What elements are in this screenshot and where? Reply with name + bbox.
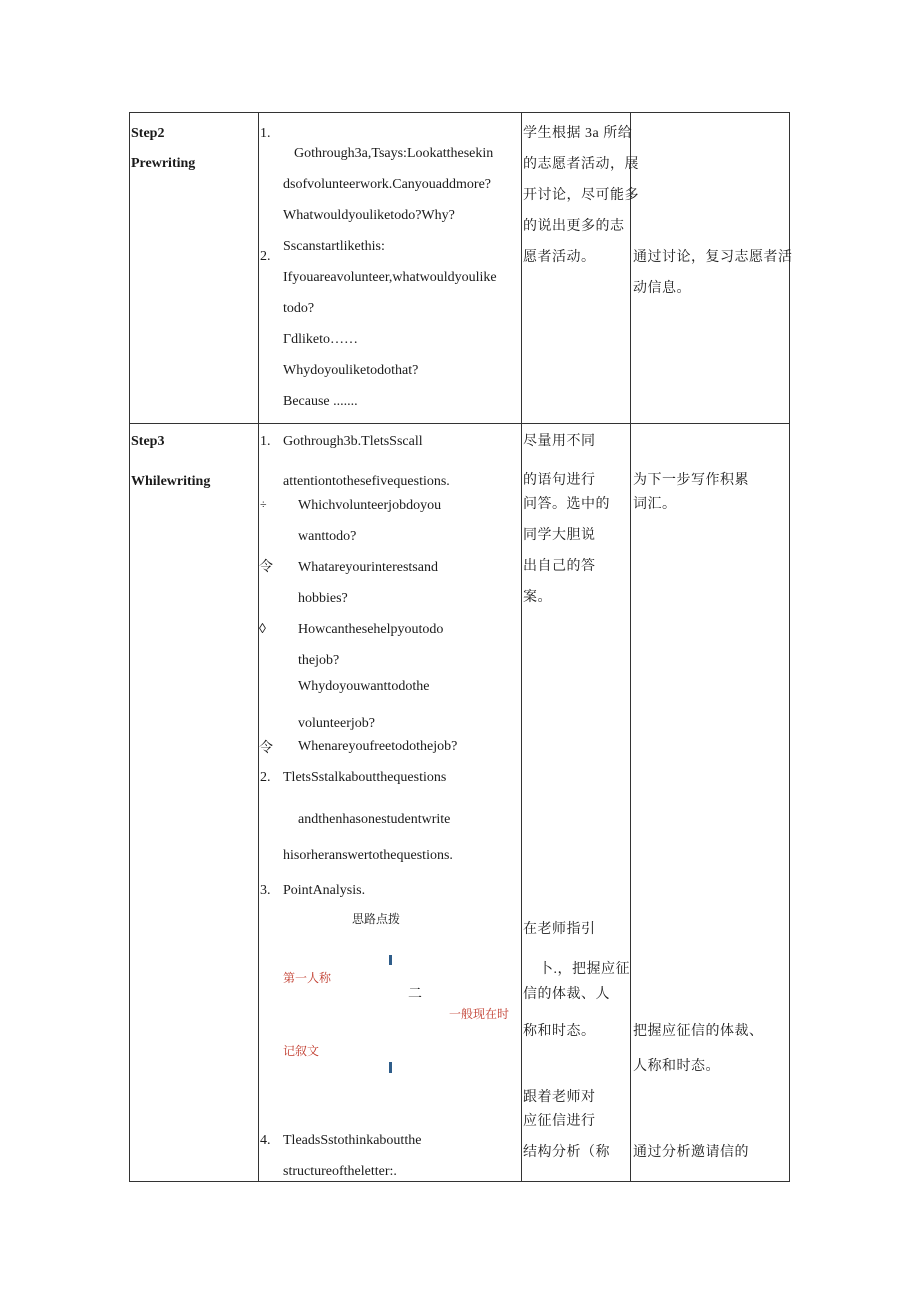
- step2-student-activity: 开讨论，尽可能多: [523, 188, 639, 203]
- question-line: Whichvolunteerjobdoyou: [298, 498, 442, 513]
- question-line: hobbies?: [298, 591, 348, 606]
- step3-purpose: 为下一步写作积累: [633, 473, 749, 488]
- diagram-person: 第一人称: [283, 971, 332, 985]
- column-divider: [630, 112, 631, 1182]
- step3-item2-line: TletsSstalkaboutthequestions: [283, 770, 447, 785]
- step3-number-1: 1.: [260, 434, 271, 449]
- step2-line: Whatwouldyouliketodo?Why?: [283, 208, 455, 223]
- step2-line: Because .......: [283, 394, 358, 409]
- diagram-header: 思路点拨: [352, 912, 401, 926]
- column-divider: [258, 112, 259, 1182]
- step3-student-activity: 案。: [523, 590, 552, 605]
- step2-purpose: 动信息。: [633, 281, 691, 296]
- question-bullet: ◊: [259, 622, 266, 637]
- step3-title: Step3: [131, 434, 165, 449]
- step3-item1-line: attentiontothesefivequestions.: [283, 474, 450, 489]
- step3-student-activity: 同学大胆说: [523, 528, 596, 543]
- step2-line: Whydoyouliketodothat?: [283, 363, 419, 378]
- step3-number-4: 4.: [260, 1133, 271, 1148]
- question-line: thejob?: [298, 653, 340, 668]
- step2-subtitle: Prewriting: [131, 156, 196, 171]
- question-bullet: ÷: [260, 497, 267, 511]
- step3-item2-line: andthenhasonestudentwrite: [298, 812, 451, 827]
- step3-student-activity: 出自己的答: [523, 559, 596, 574]
- table-top-border: [129, 112, 790, 113]
- row-divider: [129, 423, 790, 424]
- step3-student-activity: 问答。选中的: [523, 497, 610, 512]
- step3-student-activity: 的语句进行: [523, 473, 596, 488]
- step3-item2-line: hisorheranswertothequestions.: [283, 848, 453, 863]
- step3-student-activity: 在老师指引: [523, 922, 596, 937]
- question-line: Howcanthesehelpyoutodo: [298, 622, 444, 637]
- step3-purpose: 词汇。: [633, 497, 677, 512]
- step3-student-activity: 称和时态。: [523, 1024, 596, 1039]
- step3-student-activity: 信的体裁、人: [523, 987, 610, 1002]
- step2-line: Ifyouareavolunteer,whatwouldyoulike: [283, 270, 497, 285]
- question-bullet: 令: [259, 741, 273, 756]
- step3-purpose: 人称和时态。: [633, 1059, 720, 1074]
- question-bullet: 令: [259, 560, 273, 575]
- question-line: Whatareyourinterestsand: [298, 560, 438, 575]
- step2-student-activity: 的说出更多的志: [523, 219, 625, 234]
- table-left-border: [129, 112, 130, 1182]
- step2-line: Γdliketo……: [283, 332, 358, 347]
- step2-line: todo?: [283, 301, 315, 316]
- step2-line: Gothrough3a,Tsays:Lookatthesekin: [294, 146, 494, 161]
- question-line: Whenareyoufreetodothejob?: [298, 739, 458, 754]
- table-bottom-border: [129, 1181, 790, 1182]
- question-line: volunteerjob?: [298, 716, 375, 731]
- step2-number-2: 2.: [260, 249, 271, 264]
- step2-line: dsofvolunteerwork.Canyouaddmore?: [283, 177, 491, 192]
- step3-purpose: 把握应征信的体裁、: [633, 1024, 764, 1039]
- diagram-marker: [389, 1062, 392, 1073]
- step3-item1-line: Gothrough3b.TletsSscall: [283, 434, 423, 449]
- step2-student-activity: 学生根据 3a 所给: [523, 126, 633, 141]
- diagram-marker: [389, 955, 392, 965]
- table-right-border: [789, 112, 790, 1182]
- step2-line: Sscanstartlikethis:: [283, 239, 385, 254]
- step3-student-activity: 卜.，把握应征: [539, 962, 630, 977]
- step2-student-activity: 愿者活动。: [523, 250, 596, 265]
- diagram-dash: 二: [408, 987, 422, 1002]
- step2-student-activity: 的志愿者活动，展: [523, 157, 639, 172]
- step3-student-activity: 尽量用不同: [523, 434, 596, 449]
- step3-item4-line: structureoftheletter:.: [283, 1164, 397, 1179]
- diagram-tense: 一般现在时: [449, 1007, 510, 1021]
- step3-item4-line: TleadsSstothinkaboutthe: [283, 1133, 422, 1148]
- question-line: wanttodo?: [298, 529, 357, 544]
- step2-number-1: 1.: [260, 126, 271, 141]
- question-line: Whydoyouwanttodothe: [298, 679, 430, 694]
- diagram-genre: 记叙文: [283, 1044, 320, 1058]
- step2-purpose: 通过讨论，复习志愿者活: [633, 250, 793, 265]
- step3-purpose: 通过分析邀请信的: [633, 1145, 749, 1160]
- step3-student-activity: 结构分析（称: [523, 1145, 610, 1160]
- step2-title: Step2: [131, 126, 165, 141]
- step3-student-activity: 应征信进行: [523, 1114, 596, 1129]
- step3-student-activity: 跟着老师对: [523, 1090, 596, 1105]
- step3-subtitle: Whilewriting: [131, 474, 211, 489]
- step3-number-2: 2.: [260, 770, 271, 785]
- step3-number-3: 3.: [260, 883, 271, 898]
- point-analysis-title: PointAnalysis.: [283, 883, 366, 898]
- column-divider: [521, 112, 522, 1182]
